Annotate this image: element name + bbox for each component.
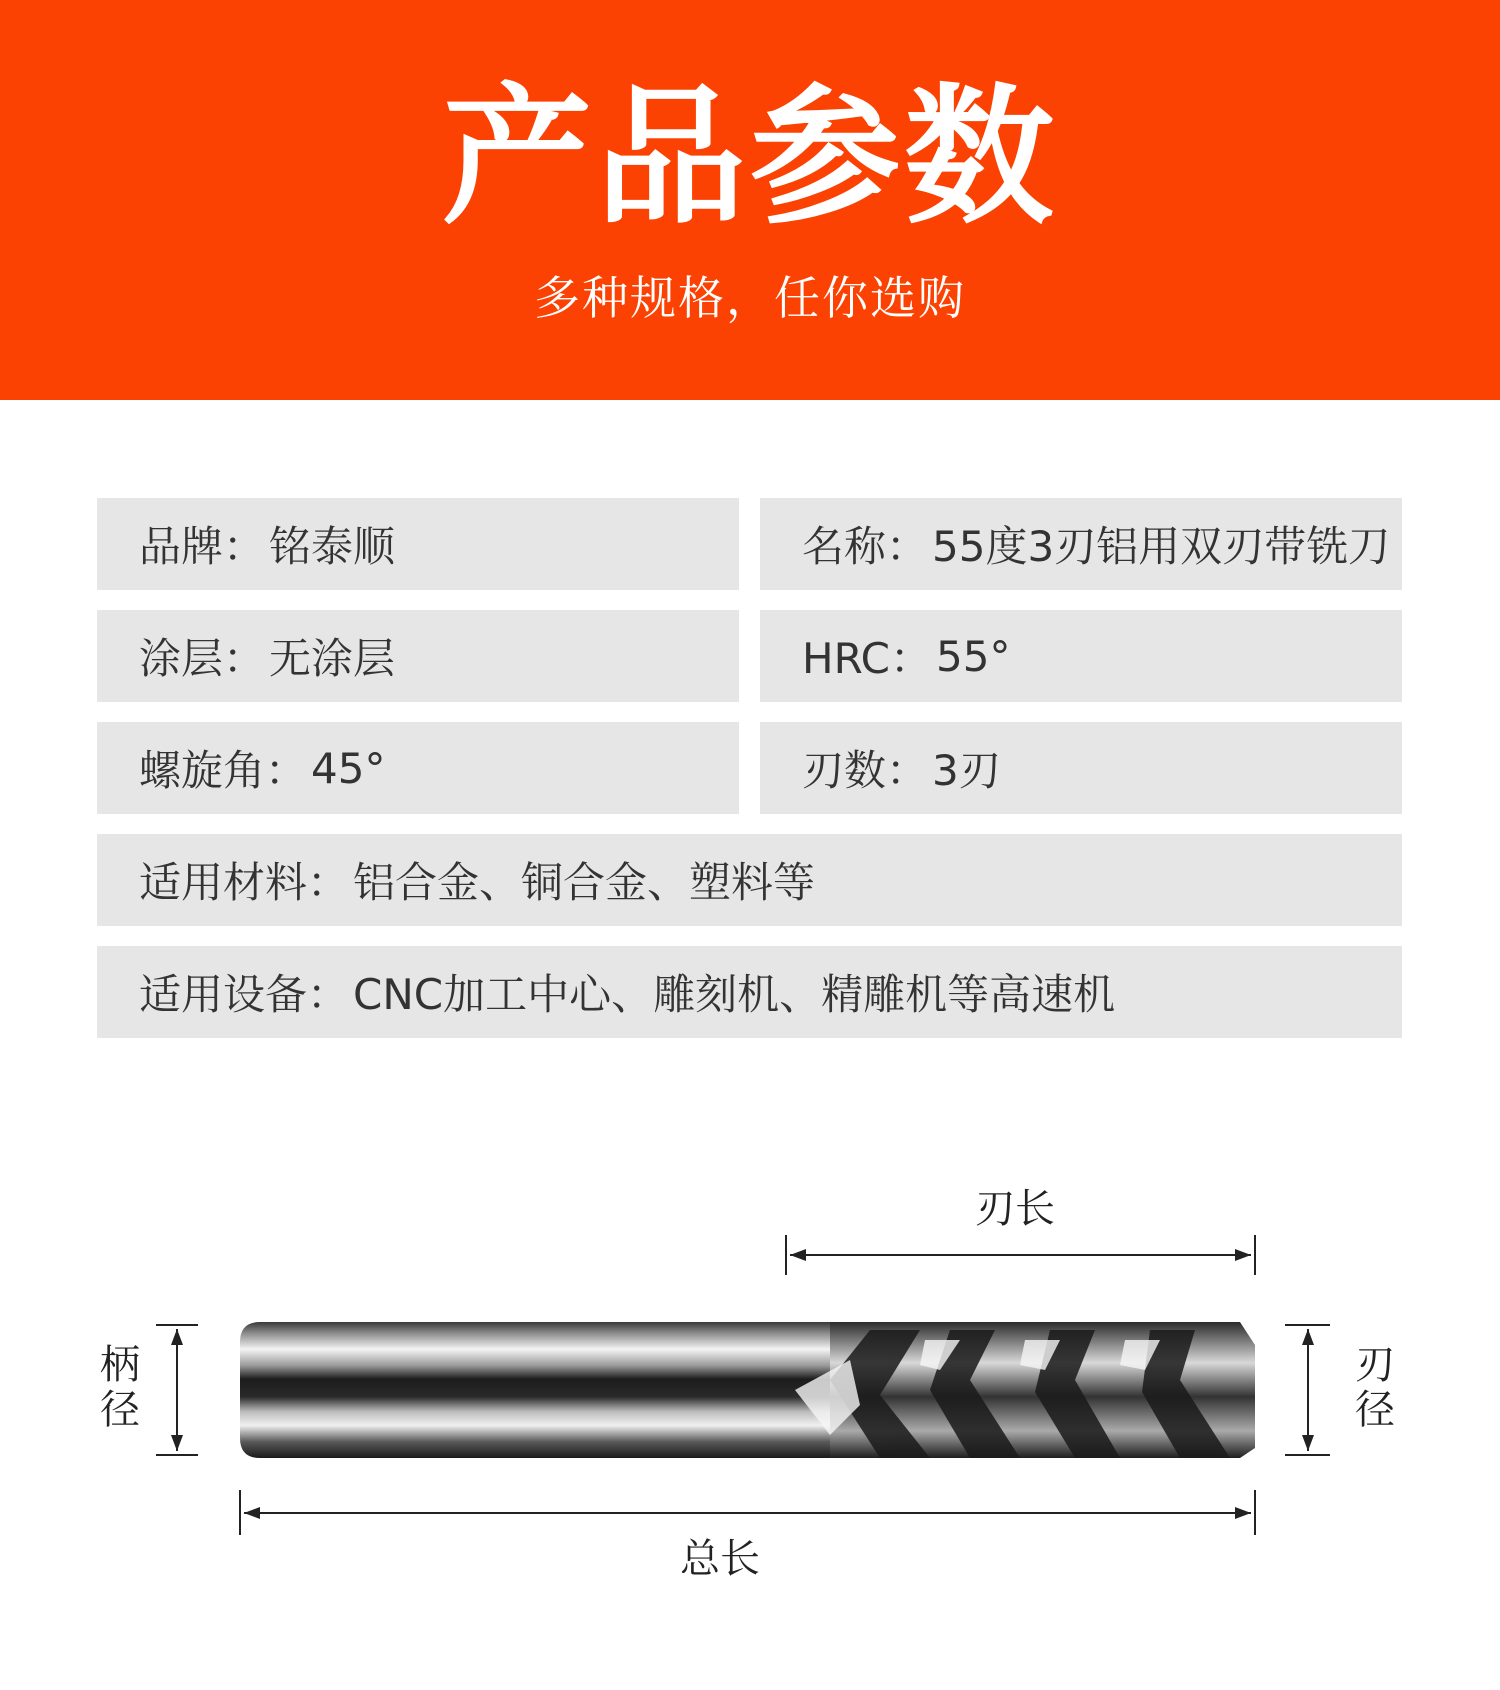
param-brand: [97, 498, 739, 590]
param-helix-label: 螺旋角：: [139, 746, 308, 795]
param-name-label: 名称：: [802, 522, 929, 571]
shank-diameter-label-2: 径: [100, 1387, 140, 1433]
param-brand-value: 铭泰顺: [269, 522, 396, 571]
shank-diameter-label-1: 柄: [100, 1342, 140, 1388]
param-flutes: [760, 722, 1402, 814]
blade-diameter-label-1: 刃: [1355, 1342, 1395, 1388]
param-name-value: 55度3刃铝用双刃带铣刀: [932, 522, 1391, 571]
param-hrc: [760, 610, 1402, 702]
param-equipment-label: 适用设备：: [139, 970, 350, 1019]
param-name: [760, 498, 1402, 590]
param-helix: [97, 722, 739, 814]
param-equipment-value: CNC加工中心、雕刻机、精雕机等高速机: [353, 970, 1116, 1019]
end-mill-diagram: [90, 1180, 1420, 1620]
param-coating-label: 涂层：: [139, 634, 266, 683]
param-flutes-value: 3刃: [932, 746, 1001, 795]
param-materials-label: 适用材料：: [139, 858, 350, 907]
param-hrc-value: 55°: [936, 631, 1011, 681]
page-subtitle: 多种规格，任你选购: [534, 271, 966, 325]
shank: [240, 1322, 850, 1458]
param-helix-value: 45°: [311, 743, 386, 793]
page-title: 产品参数: [441, 71, 1058, 245]
param-brand-label: 品牌：: [139, 522, 266, 571]
header-banner: [0, 0, 1500, 400]
param-equipment: [97, 946, 1402, 1038]
param-coating-value: 无涂层: [269, 634, 396, 683]
param-hrc-label: HRC：: [802, 634, 932, 683]
blade-length-label: 刃长: [975, 1186, 1055, 1232]
param-materials-value: 铝合金、铜合金、塑料等: [353, 858, 816, 907]
param-materials: [97, 834, 1402, 926]
param-flutes-label: 刃数：: [802, 746, 929, 795]
blade-diameter-label-2: 径: [1355, 1387, 1395, 1433]
total-length-label: 总长: [680, 1536, 760, 1582]
param-coating: [97, 610, 739, 702]
